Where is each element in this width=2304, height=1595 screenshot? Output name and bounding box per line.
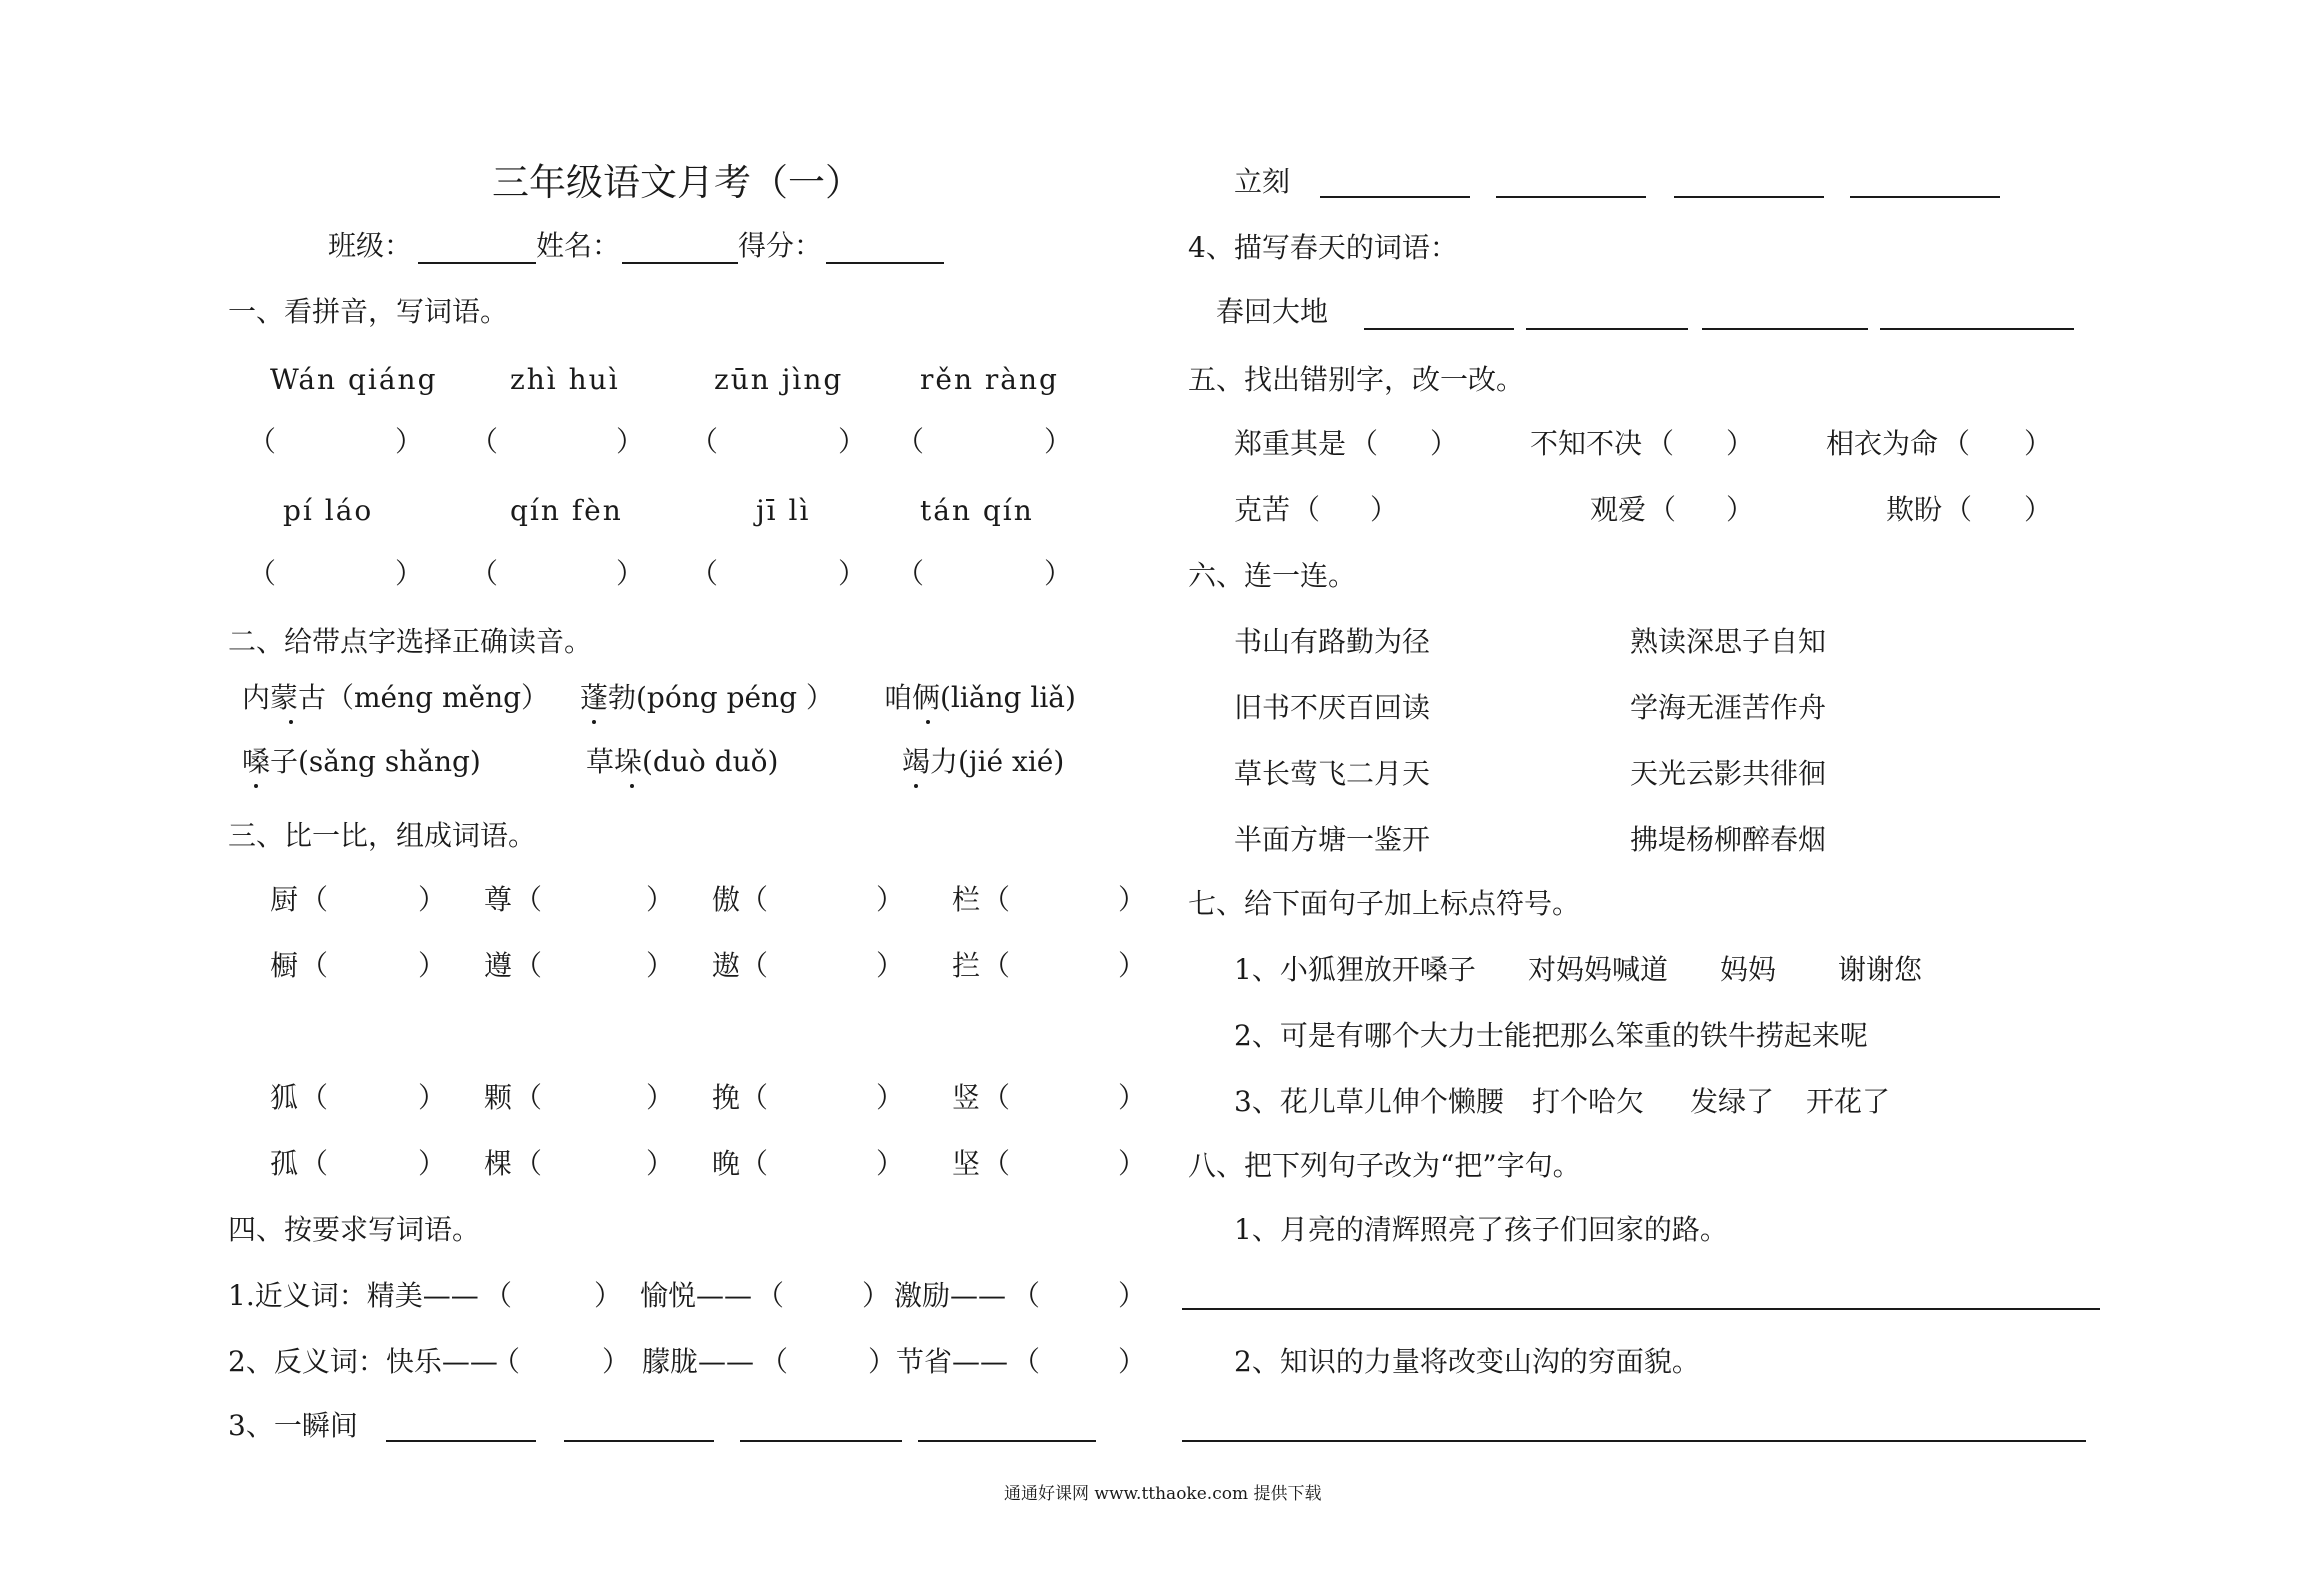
antonym-prompt: 朦胧—— bbox=[642, 1345, 755, 1378]
answer-bracket-close: ） bbox=[1726, 427, 1755, 460]
footer-text: 通通好课网 www.tthaoke.com 提供下载 bbox=[1004, 1484, 1322, 1504]
sentence-part: 3、花儿草儿伸个懒腰 bbox=[1234, 1085, 1504, 1118]
section-5-heading: 五、找出错别字，改一改。 bbox=[1188, 363, 1525, 396]
answer-bracket-close: ） bbox=[876, 949, 905, 982]
answer-bracket-close: ） bbox=[876, 1147, 905, 1180]
answer-bracket-open: （ bbox=[248, 557, 277, 590]
reading-item: 嗓子(sǎng shǎng) bbox=[242, 745, 481, 778]
section-7-heading: 七、给下面句子加上标点符号。 bbox=[1188, 887, 1581, 920]
answer-bracket-close: ） bbox=[838, 425, 867, 458]
emphasis-dot bbox=[926, 720, 930, 724]
answer-bracket-open: （ bbox=[300, 949, 329, 982]
answer-bracket-open: （ bbox=[514, 1081, 543, 1114]
answer-blank[interactable] bbox=[1364, 328, 1514, 330]
pinyin-1: Wán qiáng bbox=[270, 363, 438, 396]
sentence: 2、知识的力量将改变山沟的穷面貌。 bbox=[1234, 1345, 1700, 1378]
reading-item: 内蒙古（méng měng） bbox=[242, 681, 550, 714]
answer-bracket-open: （ bbox=[300, 1081, 329, 1114]
answer-bracket-open: （ bbox=[740, 1081, 769, 1114]
section-2-heading: 二、给带点字选择正确读音。 bbox=[228, 625, 593, 658]
class-blank[interactable] bbox=[418, 262, 536, 264]
answer-bracket-open: （ bbox=[514, 1147, 543, 1180]
answer-bracket-open: （ bbox=[982, 883, 1011, 916]
compare-char: 挽 bbox=[712, 1081, 741, 1114]
synonym-prompt: 愉悦—— bbox=[640, 1279, 753, 1312]
answer-bracket-open: （ bbox=[982, 1147, 1011, 1180]
name-blank[interactable] bbox=[622, 262, 738, 264]
word-prompt: 立刻 bbox=[1234, 165, 1291, 198]
answer-bracket-open: （ bbox=[740, 883, 769, 916]
match-left-item[interactable]: 草长莺飞二月天 bbox=[1234, 757, 1431, 790]
answer-line[interactable] bbox=[1182, 1440, 2086, 1442]
answer-blank[interactable] bbox=[1850, 196, 2000, 198]
answer-bracket-open: （ bbox=[470, 557, 499, 590]
compare-char: 颗 bbox=[484, 1081, 513, 1114]
sentence-part: 发绿了 bbox=[1690, 1085, 1775, 1118]
answer-bracket-close: ） bbox=[616, 557, 645, 590]
answer-blank[interactable] bbox=[1880, 328, 2074, 330]
spring-words-prompt: 4、描写春天的词语： bbox=[1188, 231, 1458, 264]
answer-bracket-open: （ bbox=[1942, 427, 1971, 460]
reading-item: 咱俩(liǎng liǎ) bbox=[884, 681, 1076, 714]
answer-bracket-open: （ bbox=[470, 425, 499, 458]
match-left-item[interactable]: 书山有路勤为径 bbox=[1234, 625, 1431, 658]
match-right-item[interactable]: 天光云影共徘徊 bbox=[1630, 757, 1827, 790]
compare-char: 拦 bbox=[952, 949, 981, 982]
answer-bracket-close: ） bbox=[418, 949, 447, 982]
compare-char: 厨 bbox=[270, 883, 299, 916]
answer-bracket-close: ） bbox=[2024, 427, 2053, 460]
compare-char: 橱 bbox=[270, 949, 299, 982]
compare-char: 狐 bbox=[270, 1081, 299, 1114]
answer-bracket-open: （ bbox=[1012, 1345, 1041, 1378]
sentence-part: 妈妈 bbox=[1720, 953, 1777, 986]
answer-bracket-open: （ bbox=[484, 1279, 513, 1312]
answer-bracket-close: ） bbox=[2024, 493, 2053, 526]
answer-bracket-open: （ bbox=[982, 949, 1011, 982]
compare-char: 栏 bbox=[952, 883, 981, 916]
compare-char: 遵 bbox=[484, 949, 513, 982]
answer-bracket-close: ） bbox=[1118, 883, 1147, 916]
compare-char: 尊 bbox=[484, 883, 513, 916]
reading-item: 草垛(duò duǒ) bbox=[586, 745, 779, 778]
answer-blank[interactable] bbox=[1674, 196, 1824, 198]
typo-word: 相衣为命 bbox=[1826, 427, 1939, 460]
answer-bracket-open: （ bbox=[514, 883, 543, 916]
answer-bracket-open: （ bbox=[740, 1147, 769, 1180]
pinyin-7: jī lì bbox=[756, 494, 811, 527]
answer-bracket-open: （ bbox=[982, 1081, 1011, 1114]
compare-char: 晚 bbox=[712, 1147, 741, 1180]
answer-bracket-close: ） bbox=[594, 1279, 623, 1312]
pinyin-2: zhì huì bbox=[510, 363, 620, 396]
answer-bracket-close: ） bbox=[646, 949, 675, 982]
answer-blank[interactable] bbox=[386, 1440, 536, 1442]
match-right-item[interactable]: 熟读深思子自知 bbox=[1630, 625, 1827, 658]
answer-blank[interactable] bbox=[1526, 328, 1688, 330]
answer-bracket-close: ） bbox=[602, 1345, 631, 1378]
answer-bracket-open: （ bbox=[756, 1279, 785, 1312]
answer-bracket-close: ） bbox=[1118, 1147, 1147, 1180]
emphasis-dot bbox=[630, 784, 634, 788]
answer-bracket-open: （ bbox=[300, 883, 329, 916]
answer-bracket-close: ） bbox=[876, 1081, 905, 1114]
antonym-prompt: 2、反义词：快乐—— bbox=[228, 1345, 498, 1378]
pinyin-8: tán qín bbox=[920, 494, 1034, 527]
compare-char: 棵 bbox=[484, 1147, 513, 1180]
answer-bracket-close: ） bbox=[418, 883, 447, 916]
answer-bracket-close: ） bbox=[646, 1147, 675, 1180]
answer-bracket-close: ） bbox=[1430, 427, 1459, 460]
answer-bracket-close: ） bbox=[646, 883, 675, 916]
answer-bracket-close: ） bbox=[1118, 949, 1147, 982]
answer-bracket-close: ） bbox=[838, 557, 867, 590]
match-left-item[interactable]: 旧书不厌百回读 bbox=[1234, 691, 1431, 724]
answer-bracket-open: （ bbox=[1646, 427, 1675, 460]
answer-bracket-close: ） bbox=[1044, 425, 1073, 458]
reading-item: 竭力(jié xié) bbox=[902, 745, 1065, 778]
answer-bracket-close: ） bbox=[876, 883, 905, 916]
pinyin-3: zūn jìng bbox=[714, 363, 844, 396]
compare-char: 坚 bbox=[952, 1147, 981, 1180]
spring-word: 春回大地 bbox=[1216, 295, 1329, 328]
answer-bracket-close: ） bbox=[1118, 1345, 1147, 1378]
answer-bracket-close: ） bbox=[395, 557, 424, 590]
answer-line[interactable] bbox=[1182, 1308, 2100, 1310]
typo-word: 郑重其是 bbox=[1234, 427, 1347, 460]
synonym-prompt: 激励—— bbox=[894, 1279, 1007, 1312]
typo-word: 观爱 bbox=[1590, 493, 1647, 526]
sentence: 2、可是有哪个大力士能把那么笨重的铁牛捞起来呢 bbox=[1234, 1019, 1868, 1052]
pinyin-5: pí láo bbox=[283, 494, 374, 527]
answer-blank[interactable] bbox=[1496, 196, 1646, 198]
typo-word: 欺盼 bbox=[1886, 493, 1943, 526]
answer-bracket-open: （ bbox=[690, 557, 719, 590]
typo-word: 不知不决 bbox=[1530, 427, 1643, 460]
emphasis-dot bbox=[289, 720, 293, 724]
answer-bracket-open: （ bbox=[1292, 493, 1321, 526]
answer-blank[interactable] bbox=[1702, 328, 1868, 330]
answer-bracket-open: （ bbox=[248, 425, 277, 458]
answer-bracket-close: ） bbox=[1044, 557, 1073, 590]
answer-blank[interactable] bbox=[918, 1440, 1096, 1442]
answer-bracket-close: ） bbox=[868, 1345, 897, 1378]
emphasis-dot bbox=[254, 784, 258, 788]
answer-blank[interactable] bbox=[1320, 196, 1470, 198]
sentence-part: 谢谢您 bbox=[1838, 953, 1923, 986]
answer-bracket-close: ） bbox=[1726, 493, 1755, 526]
answer-bracket-open: （ bbox=[492, 1345, 521, 1378]
answer-bracket-open: （ bbox=[1944, 493, 1973, 526]
answer-bracket-close: ） bbox=[646, 1081, 675, 1114]
answer-bracket-close: ） bbox=[395, 425, 424, 458]
answer-bracket-open: （ bbox=[1012, 1279, 1041, 1312]
answer-bracket-open: （ bbox=[300, 1147, 329, 1180]
answer-bracket-open: （ bbox=[514, 949, 543, 982]
pinyin-6: qín fèn bbox=[510, 494, 623, 527]
emphasis-dot bbox=[592, 720, 596, 724]
answer-bracket-open: （ bbox=[740, 949, 769, 982]
pinyin-4: rěn ràng bbox=[920, 363, 1059, 396]
section-4-heading: 四、按要求写词语。 bbox=[228, 1213, 481, 1246]
match-right-item[interactable]: 学海无涯苦作舟 bbox=[1630, 691, 1827, 724]
emphasis-dot bbox=[914, 784, 918, 788]
sentence-part: 开花了 bbox=[1806, 1085, 1891, 1118]
compare-char: 竖 bbox=[952, 1081, 981, 1114]
match-left-item[interactable]: 半面方塘一鉴开 bbox=[1234, 823, 1431, 856]
answer-bracket-close: ） bbox=[418, 1081, 447, 1114]
answer-bracket-open: （ bbox=[1350, 427, 1379, 460]
name-label: 姓名： bbox=[536, 229, 621, 262]
sentence-part: 1、小狐狸放开嗓子 bbox=[1234, 953, 1476, 986]
answer-bracket-close: ） bbox=[616, 425, 645, 458]
answer-bracket-open: （ bbox=[896, 557, 925, 590]
section-1-heading: 一、看拼音，写词语。 bbox=[228, 295, 509, 328]
score-blank[interactable] bbox=[826, 262, 944, 264]
compare-char: 傲 bbox=[712, 883, 741, 916]
sentence-part: 打个哈欠 bbox=[1532, 1085, 1645, 1118]
section-3-heading: 三、比一比，组成词语。 bbox=[228, 819, 537, 852]
compare-char: 孤 bbox=[270, 1147, 299, 1180]
answer-blank[interactable] bbox=[740, 1440, 902, 1442]
answer-bracket-open: （ bbox=[1648, 493, 1677, 526]
answer-bracket-open: （ bbox=[690, 425, 719, 458]
answer-bracket-close: ） bbox=[1118, 1279, 1147, 1312]
section-6-heading: 六、连一连。 bbox=[1188, 559, 1357, 592]
match-right-item[interactable]: 拂堤杨柳醉春烟 bbox=[1630, 823, 1827, 856]
answer-blank[interactable] bbox=[564, 1440, 714, 1442]
answer-bracket-open: （ bbox=[760, 1345, 789, 1378]
class-label: 班级： bbox=[328, 229, 413, 262]
score-label: 得分： bbox=[738, 229, 823, 262]
answer-bracket-close: ） bbox=[1118, 1081, 1147, 1114]
sentence: 1、月亮的清辉照亮了孩子们回家的路。 bbox=[1234, 1213, 1728, 1246]
antonym-prompt: 节省—— bbox=[896, 1345, 1009, 1378]
compare-char: 遨 bbox=[712, 949, 741, 982]
synonym-prompt: 1.近义词：精美—— bbox=[228, 1279, 479, 1312]
word-prompt: 3、一瞬间 bbox=[228, 1409, 358, 1442]
answer-bracket-open: （ bbox=[896, 425, 925, 458]
answer-bracket-close: ） bbox=[418, 1147, 447, 1180]
answer-bracket-close: ） bbox=[862, 1279, 891, 1312]
section-8-heading: 八、把下列句子改为“把”字句。 bbox=[1188, 1149, 1581, 1182]
typo-word: 克苦 bbox=[1234, 493, 1291, 526]
sentence-part: 对妈妈喊道 bbox=[1528, 953, 1669, 986]
page-title: 三年级语文月考（一） bbox=[492, 161, 862, 204]
answer-bracket-close: ） bbox=[1370, 493, 1399, 526]
reading-item: 蓬勃(póng péng ） bbox=[580, 681, 834, 714]
